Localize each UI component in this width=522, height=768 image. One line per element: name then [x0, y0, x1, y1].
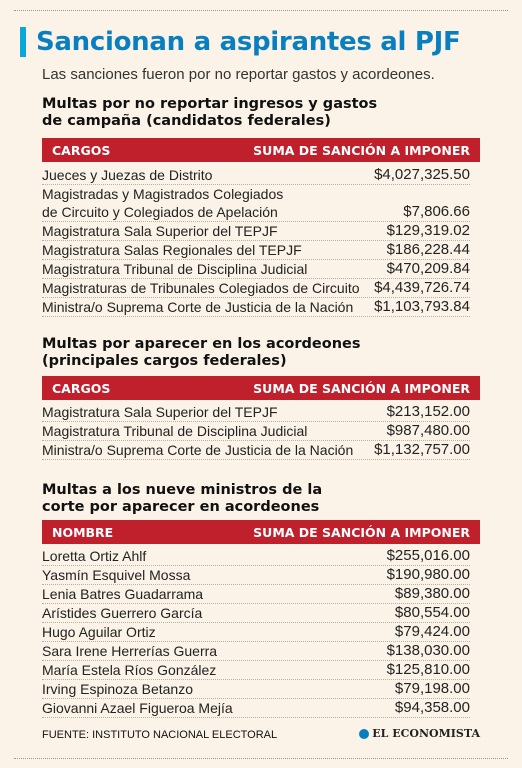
- row-value: $129,319.02: [386, 222, 470, 239]
- table-row: [42, 441, 470, 460]
- row-value: $4,027,325.50: [374, 166, 470, 183]
- row-label: Yasmín Esquivel Mossa: [42, 567, 191, 583]
- row-value: $186,228.44: [386, 241, 470, 258]
- table-row: [42, 699, 470, 718]
- table-row: [42, 604, 470, 623]
- section-2-col-suma: SUMA DE SANCIÓN A IMPONER: [253, 380, 470, 396]
- row-value: $255,016.00: [386, 547, 470, 564]
- page-title: Sancionan a aspirantes al PJF: [36, 27, 461, 57]
- page-subtitle: Las sanciones fueron por no reportar gastos y acordeones.: [42, 66, 435, 83]
- row-label: Giovanni Azael Figueroa Mejía: [42, 700, 233, 716]
- table-row: [42, 222, 470, 241]
- section-3-title-line-1: Multas a los nueve ministros de la: [42, 482, 323, 498]
- row-label: Magistratura Sala Superior del TEPJF: [42, 404, 278, 420]
- row-label: María Estela Ríos González: [42, 662, 217, 678]
- table-row: [42, 680, 470, 699]
- row-label: Magistraturas de Tribunales Colegiados de Circuito: [42, 280, 360, 296]
- row-label: Loretta Ortiz Ahlf: [42, 548, 147, 564]
- section-1-title-line-1: Multas por no reportar ingresos y gastos: [42, 96, 378, 112]
- row-label: Magistradas y Magistrados Colegiados de Circuito y Colegiados de Apelación: [42, 186, 284, 220]
- section-1-col-cargos: CARGOS: [52, 142, 111, 158]
- row-label: Arístides Guerrero García: [42, 605, 203, 621]
- source-note: FUENTE: INSTITUTO NACIONAL ELECTORAL: [42, 729, 278, 741]
- section-1-table: [42, 166, 470, 317]
- logo-text: EL ECONOMISTA: [372, 727, 480, 740]
- section-1-title: [42, 96, 377, 130]
- section-3-title-line-2: corte por aparecer en acordeones: [42, 499, 320, 515]
- row-label: Jueces y Juezas de Distrito: [42, 167, 213, 183]
- top-divider: [14, 10, 508, 11]
- row-label: Magistratura Tribunal de Disciplina Judicial: [42, 423, 308, 439]
- table-row: [42, 403, 470, 422]
- section-2-table: [42, 403, 470, 460]
- row-value: $1,132,757.00: [374, 441, 470, 458]
- row-label: Sara Irene Herrerías Guerra: [42, 643, 218, 659]
- row-label: Magistratura Sala Superior del TEPJF: [42, 223, 278, 239]
- table-row: [42, 547, 470, 566]
- header: [20, 26, 461, 58]
- table-row: [42, 260, 470, 279]
- table-row: [42, 241, 470, 260]
- row-value: $7,806.66: [403, 203, 470, 220]
- section-3-header-band: [42, 520, 480, 544]
- section-2-col-cargos: CARGOS: [52, 380, 111, 396]
- row-value: $125,810.00: [386, 661, 470, 678]
- row-label: Ministra/o Suprema Corte de Justicia de la Nación: [42, 442, 354, 458]
- table-row: [42, 166, 470, 185]
- table-row: [42, 298, 470, 317]
- row-value: $190,980.00: [386, 566, 470, 583]
- table-row: [42, 566, 470, 585]
- publisher-logo: [359, 727, 480, 740]
- row-value: $987,480.00: [386, 422, 470, 439]
- bottom-divider: [14, 758, 508, 759]
- title-accent-bar: [20, 27, 26, 57]
- row-label: Magistratura Tribunal de Disciplina Judicial: [42, 261, 308, 277]
- section-3-col-nombre: NOMBRE: [52, 524, 114, 540]
- row-value: $1,103,793.84: [374, 298, 470, 315]
- section-2-title-line-1: Multas por aparecer en los acordeones: [42, 336, 361, 352]
- section-1-col-suma: SUMA DE SANCIÓN A IMPONER: [253, 142, 470, 158]
- table-row: [42, 279, 470, 298]
- row-value: $213,152.00: [386, 403, 470, 420]
- row-value: $4,439,726.74: [374, 279, 470, 296]
- section-2-header-band: [42, 376, 480, 400]
- row-label: Magistratura Salas Regionales del TEPJF: [42, 242, 302, 258]
- table-row: [42, 185, 470, 222]
- row-value: $79,424.00: [394, 623, 470, 640]
- row-value: $89,380.00: [394, 585, 470, 602]
- row-value: $94,358.00: [394, 699, 470, 716]
- section-2-title: [42, 336, 361, 370]
- row-value: $138,030.00: [386, 642, 470, 659]
- table-row: [42, 661, 470, 680]
- row-value: $470,209.84: [386, 260, 470, 277]
- section-2-title-line-2: (principales cargos federales): [42, 353, 287, 369]
- table-row: [42, 623, 470, 642]
- section-1-title-line-2: de campaña (candidatos federales): [42, 113, 331, 129]
- row-label: Irving Espinoza Betanzo: [42, 681, 193, 697]
- section-3-col-suma: SUMA DE SANCIÓN A IMPONER: [253, 524, 470, 540]
- section-3-title: [42, 482, 322, 516]
- row-value: $80,554.00: [394, 604, 470, 621]
- logo-circle-icon: [359, 729, 369, 739]
- section-3-table: [42, 547, 470, 718]
- section-1-header-band: [42, 138, 480, 162]
- table-row: [42, 642, 470, 661]
- row-value: $79,198.00: [394, 680, 470, 697]
- table-row: [42, 422, 470, 441]
- table-row: [42, 585, 470, 604]
- row-label: Hugo Aguilar Ortiz: [42, 624, 156, 640]
- row-label: Lenia Batres Guadarrama: [42, 586, 204, 602]
- row-label: Ministra/o Suprema Corte de Justicia de la Nación: [42, 299, 354, 315]
